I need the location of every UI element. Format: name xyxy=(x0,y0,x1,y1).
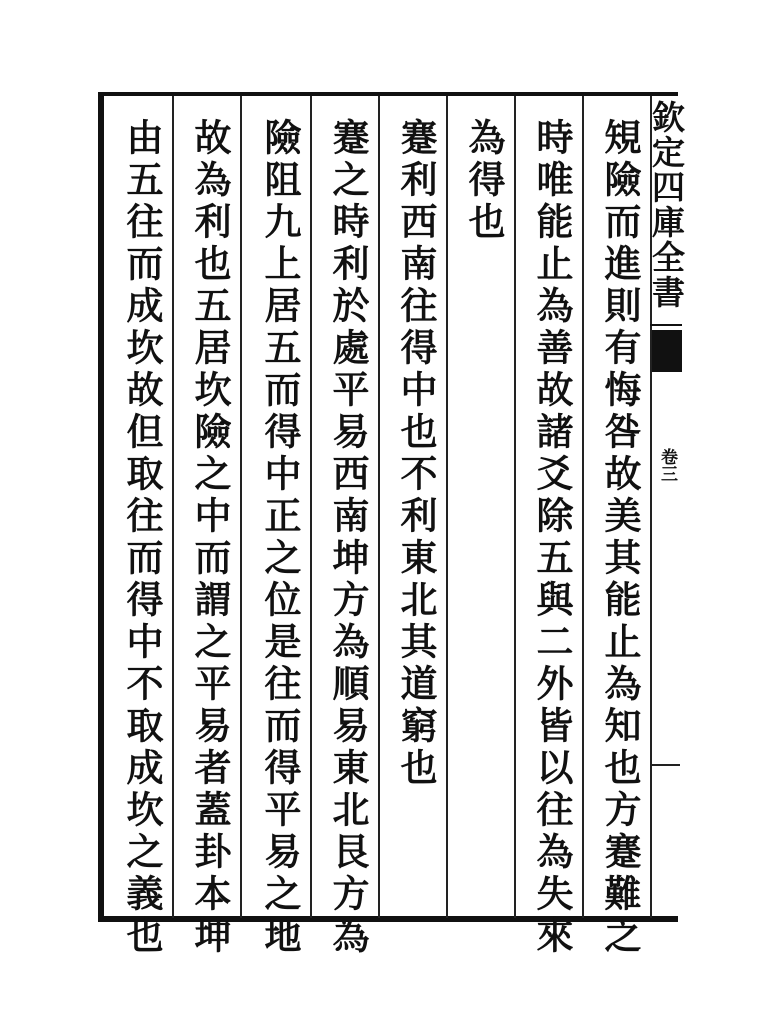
margin-book-title: 欽定四庫全書 xyxy=(647,100,686,310)
column-divider xyxy=(172,96,174,918)
text-column-7: 故為利也五居坎險之中而謂之平易者蓋卦本坤 xyxy=(188,118,232,958)
column-divider xyxy=(378,96,380,918)
text-column-6: 險阻九上居五而得中正之位是往而得平易之地 xyxy=(258,118,302,958)
column-divider xyxy=(310,96,312,918)
text-column-5: 蹇之時利於處平易西南坤方為順易東北艮方為 xyxy=(326,118,370,958)
margin-fish-tail-block xyxy=(652,330,682,372)
margin-tick xyxy=(650,764,680,766)
text-column-4: 蹇利西南往得中也不利東北其道窮也 xyxy=(394,118,438,790)
text-column-2: 時唯能止為善故諸爻除五與二外皆以往為失來 xyxy=(530,118,574,958)
column-divider xyxy=(446,96,448,918)
text-column-8: 由五往而成坎故但取往而得中不取成坎之義也 xyxy=(120,118,164,958)
margin-volume-label: 卷三 xyxy=(657,448,677,482)
text-column-3: 為得也 xyxy=(462,118,506,244)
margin-fish-tail-line xyxy=(650,324,682,326)
text-column-1: 䂓險而進則有悔咎故美其能止為知也方蹇難之 xyxy=(598,118,642,958)
column-divider xyxy=(240,96,242,918)
column-divider xyxy=(582,96,584,918)
column-divider xyxy=(514,96,516,918)
